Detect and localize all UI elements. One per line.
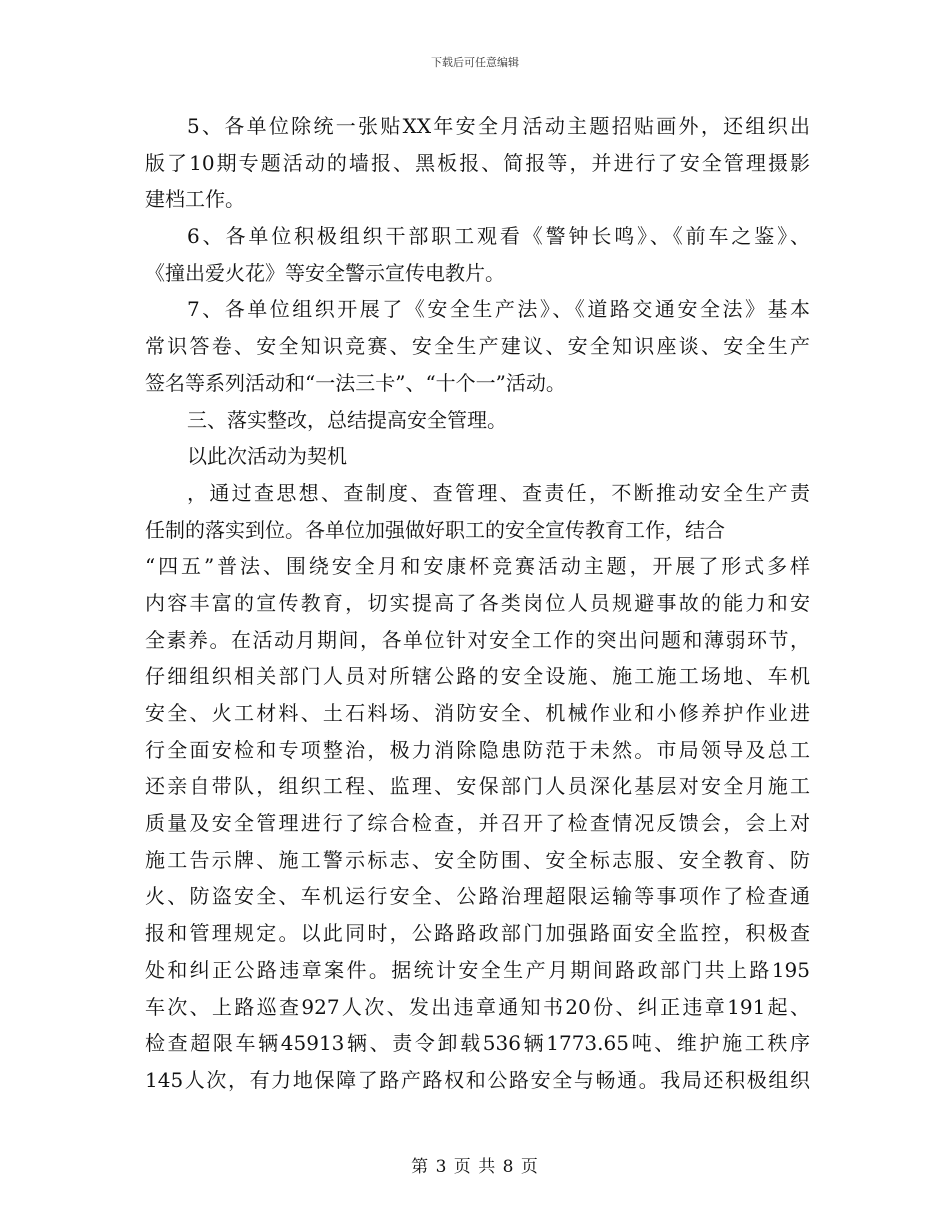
section-heading: 三、落实整改，总结提高安全管理。 [187,407,507,432]
paragraph-line: 安全、火工材料、土石料场、消防安全、机械作业和小修养护作业进 [145,701,810,725]
paragraph-line: 以此次活动为契机 [187,444,347,469]
document-body [145,108,810,1099]
paragraph-line: ，通过查思想、查制度、查管理、查责任，不断推动安全生产责 [187,480,810,505]
paragraph-line: 6、各单位积极组织干部职工观看《警钟长鸣》、《前车之鉴》、 [187,224,810,249]
paragraph-line: 7、各单位组织开展了《安全生产法》、《道路交通安全法》基本 [187,297,810,322]
paragraph-line: 145人次，有力地保障了路产路权和公路安全与畅通。我局还积极组织 [145,1067,810,1092]
paragraph-line: 施工告示牌、施工警示标志、安全防围、安全标志服、安全教育、防 [145,847,810,872]
page-header: 下载后可任意编辑 [431,56,519,69]
paragraph-line: 任制的落实到位。各单位加强做好职工的安全宣传教育工作，结合 [145,517,725,542]
paragraph-line: 报和管理规定。以此同时，公路路政部门加强路面安全监控，积极查 [145,921,810,946]
paragraph-line: 车次、上路巡查927人次、发出违章通知书20份、纠正违章191起、 [145,994,810,1019]
paragraph-line: 行全面安检和专项整治，极力消除隐患防范于未然。市局领导及总工 [145,737,810,762]
paragraph-line: 火、防盗安全、车机运行安全、公路治理超限运输等事项作了检查通 [145,884,810,909]
paragraph-line: 质量及安全管理进行了综合检查，并召开了检查情况反馈会，会上对 [145,811,810,836]
paragraph-line: “四五”普法、围绕安全月和安康杯竞赛活动主题，开展了形式多样 [145,554,810,579]
paragraph-line: 处和纠正公路违章案件。据统计安全生产月期间路政部门共上路195 [145,957,810,982]
paragraph-line: 常识答卷、安全知识竞赛、安全生产建议、安全知识座谈、安全生产 [145,334,810,359]
paragraph-line: 版了10期专题活动的墙报、黑板报、简报等，并进行了安全管理摄影 [145,150,810,175]
paragraph-line: 5、各单位除统一张贴XX年安全月活动主题招贴画外，还组织出 [187,114,810,138]
paragraph-line: 全素养。在活动月期间，各单位针对安全工作的突出问题和薄弱环节， [145,627,810,652]
paragraph-line: 检查超限车辆45913辆、责令卸载536辆1773.65吨、维护施工秩序 [145,1031,810,1056]
paragraph-line: 仔细组织相关部门人员对所辖公路的安全设施、施工施工场地、车机 [145,664,810,689]
paragraph-line: 还亲自带队，组织工程、监理、安保部门人员深化基层对安全月施工 [145,774,810,799]
paragraph-line: 建档工作。 [145,187,245,212]
page-number-footer: 第 3 页 共 8 页 [411,1157,539,1177]
paragraph-line: 《撞出爱火花》等安全警示宣传电教片。 [145,260,505,285]
paragraph-line: 内容丰富的宣传教育，切实提高了各类岗位人员规避事故的能力和安 [145,590,810,615]
paragraph-line: 签名等系列活动和“一法三卡”、“十个一”活动。 [145,370,566,395]
